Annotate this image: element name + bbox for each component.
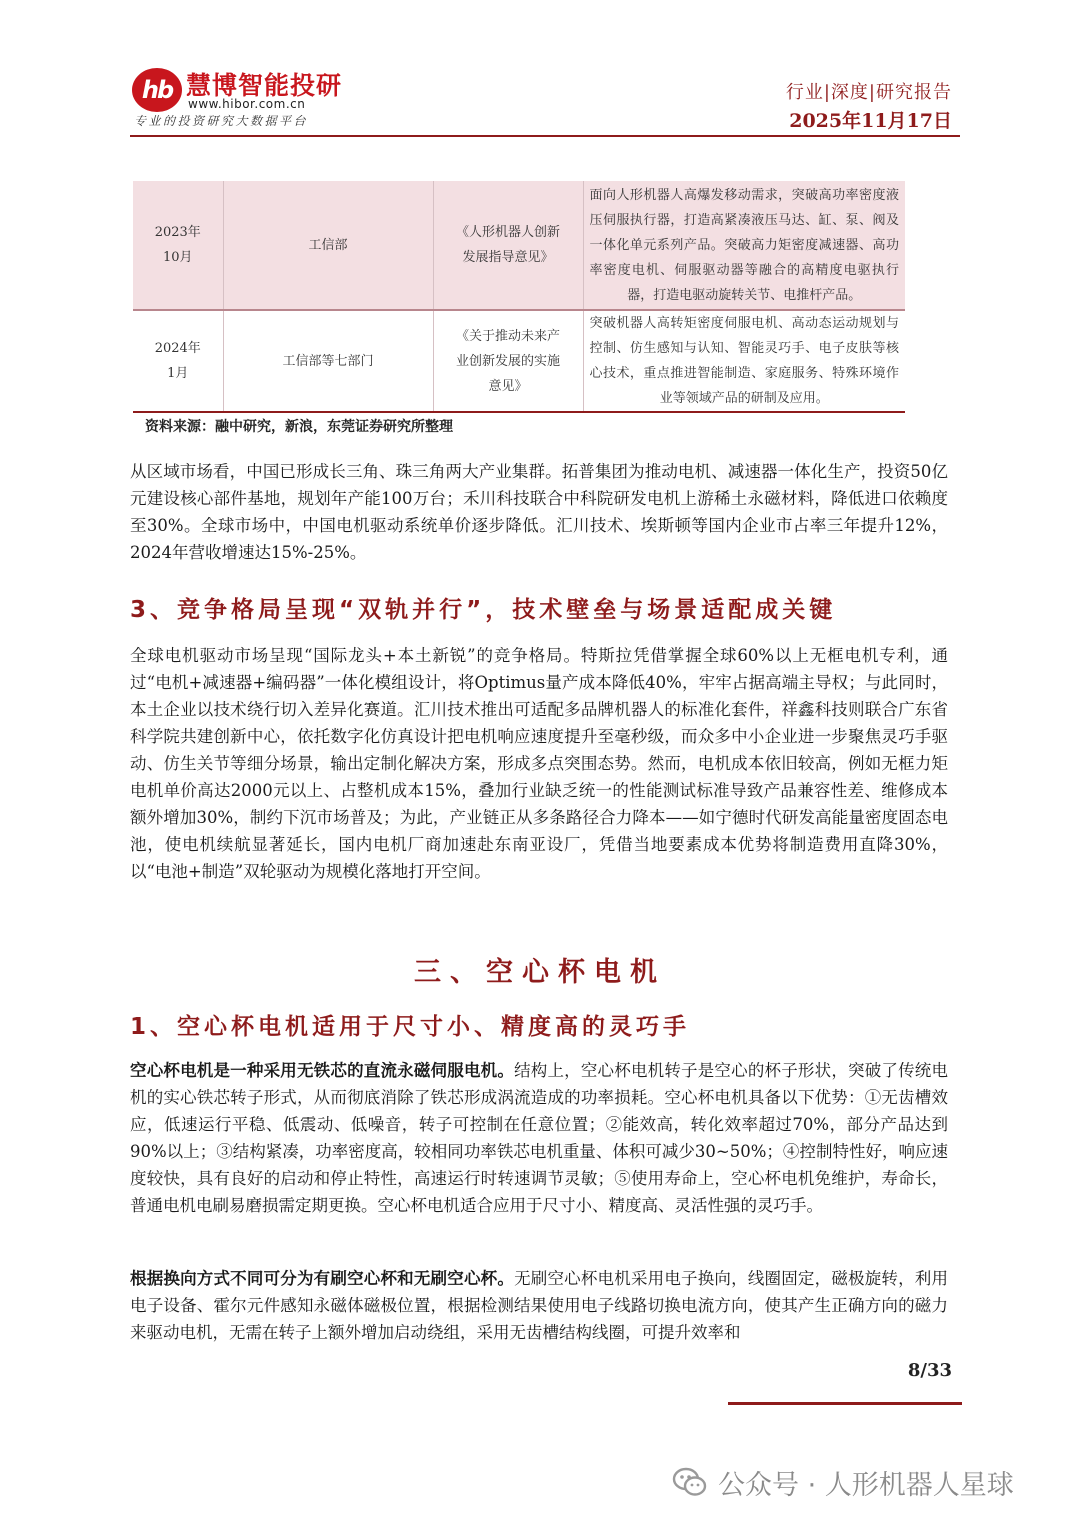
table-source-note: 资料来源：融中研究，新浪，东莞证券研究所整理: [145, 419, 453, 435]
page-number: 8/33: [907, 1360, 952, 1381]
paragraph-competition: 全球电机驱动市场呈现“国际龙头+本土新锐”的竞争格局。特斯拉凭借掌握全球60%以上无框电机专利，通过“电机+减速器+编码器”一体化模组设计，将Optimus量产成本降低40%，牢牢占据高端主导权；与此同时，本土企业以技术绕行切入差异化赛道。汇川技术推出可适配多品牌机器人的标准化套件，祥鑫科技则联合广东省科学院共建创新中心，依托数字化仿真设计把电机响应速度提升至毫秒级，而众多中小企业进一步聚焦灵巧手驱动、仿生关节等细分场景，输出定制化解决方案，形成多点突围态势。然而，电机成本依旧较高，例如无框力矩电机单价高达2000元以上、占整机成本15%，叠加行业缺乏统一的性能测试标准导致产品兼容性差、维修成本额外增加30%，制约下沉市场普及；为此，产业链正从多条路径合力降本——如宁德时代研发高能量密度固态电池，使电机续航显著延长，国内电机厂商加速赴东南亚设厂，凭借当地要素成本优势将制造费用直降30%，以“电池+制造”双轮驱动为规模化落地打开空间。: [130, 646, 948, 881]
table-row: [133, 181, 905, 310]
footer-divider: [728, 1402, 962, 1405]
logo-slogan: 专业的投资研究大数据平台: [134, 114, 309, 128]
table-cell-content: 面向人形机器人高爆发移动需求，突破高功率密度液压伺服执行器，打造高紧凑液压马达、缸、泵、阀及一体化单元系列产品。突破高力矩密度减速器、高功率密度电机、伺服驱动器等融合的高精度电驱执行器，打造电驱动旋转关节、电推杆产品。: [589, 187, 899, 303]
table-cell-agency: 工信部: [223, 181, 433, 310]
section-heading-competition: 3、竞争格局呈现“双轨并行”，技术壁垒与场景适配成关键: [130, 597, 837, 623]
hibor-logo: [132, 62, 343, 128]
table-cell-date: 2024年 1月: [133, 310, 223, 412]
logo-url: www.hibor.com.cn: [188, 97, 306, 111]
table-cell-agency: 工信部等七部门: [223, 310, 433, 412]
table-cell-content: 突破机器人高转矩密度伺服电机、高动态运动规划与控制、仿生感知与认知、智能灵巧手、电子皮肤等核心技术，重点推进智能制造、家庭服务、特殊环境作业等领域产品的研制及应用。: [589, 316, 899, 406]
paragraph-body: 结构上，空心杯电机转子是空心的杯子形状，突破了传统电机的实心铁芯转子形式，从而彻底消除了铁芯形成涡流造成的功率损耗。空心杯电机具备以下优势：①无齿槽效应，低速运行平稳、低震动、低噪音，转子可控制在任意位置；②能效高，转化效率超过70%，部分产品达到90%以上；③结构紧凑，功率密度高，较相同功率铁芯电机重量、体积可减少30~50%；④控制特性好，响应速度较快，具有良好的启动和停止特性，高速运行时转速调节灵敏；⑤使用寿命上，空心杯电机免维护，寿命长，普通电机电刷易磨损需定期更换。空心杯电机适合应用于尺寸小、精度高、灵活性强的灵巧手。: [130, 1061, 949, 1215]
paragraph-lead: 根据换向方式不同可分为有刷空心杯和无刷空心杯。: [130, 1269, 515, 1288]
table-cell-document: 《关于推动未来产 业创新发展的实施 意见》: [433, 310, 583, 412]
table-cell-date: 2023年 10月: [133, 181, 223, 310]
watermark: [672, 1462, 1014, 1502]
logo-mark-icon: hb: [132, 68, 182, 112]
header-divider: [130, 135, 960, 137]
wechat-icon: [672, 1466, 708, 1498]
paragraph-commutation: [130, 1265, 948, 1346]
report-date: 2025年11月17日: [789, 110, 952, 132]
paragraph-coreless-motor: [130, 1057, 948, 1219]
logo-name: 慧博智能投研: [186, 71, 343, 100]
paragraph-regional-market: 从区域市场看，中国已形成长三角、珠三角两大产业集群。拓普集团为推动电机、减速器一体化生产，投资50亿元建设核心部件基地，规划年产能100万台；禾川科技联合中科院研发电机上游稀土永磁材料，降低进口依赖度至30%。全球市场中，中国电机驱动系统单价逐步降低。汇川技术、埃斯顿等国内企业市占率三年提升12%，2024年营收增速达15%-25%。: [130, 462, 948, 562]
table-row: [133, 310, 905, 412]
policy-table: [133, 181, 905, 413]
section-heading-coreless: 1、空心杯电机适用于尺寸小、精度高的灵巧手: [130, 1014, 691, 1040]
table-cell-document: 《人形机器人创新 发展指导意见》: [433, 181, 583, 310]
paragraph-lead: 空心杯电机是一种采用无铁芯的直流永磁伺服电机。: [130, 1061, 515, 1080]
paragraph-body: 无刷空心杯电机采用电子换向，线圈固定，磁极旋转，利用电子设备、霍尔元件感知永磁体磁极位置，根据检测结果使用电子线路切换电流方向，使其产生正确方向的磁力来驱动电机，无需在转子上额外增加启动绕组，采用无齿槽结构线圈，可提升效率和: [130, 1269, 949, 1342]
report-type: 行业|深度|研究报告: [785, 82, 952, 103]
watermark-text: 公众号 · 人形机器人星球: [718, 1469, 1014, 1501]
chapter-heading: 三、空心杯电机: [414, 957, 666, 988]
